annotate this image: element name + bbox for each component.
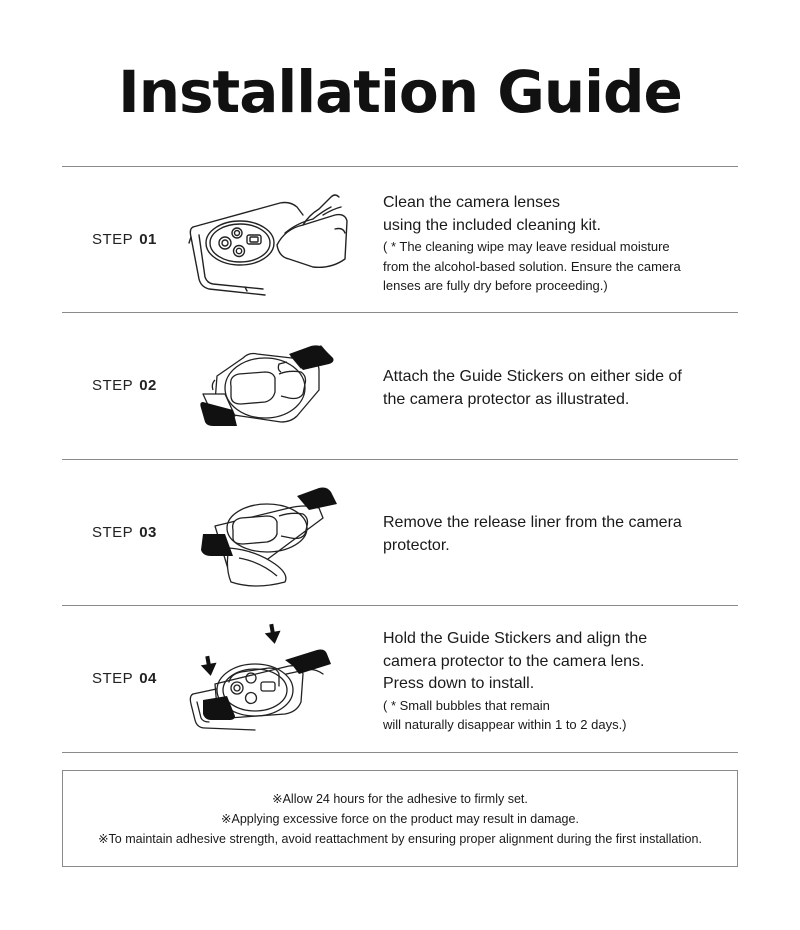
step-number: 04 (139, 670, 157, 687)
divider (62, 605, 738, 606)
step-description-03 (383, 512, 723, 557)
divider (62, 166, 738, 167)
note-line: ※Allow 24 hours for the adhesive to firmly set. (272, 792, 528, 806)
step-main-text (383, 628, 723, 696)
text-line: using the included cleaning kit. (383, 216, 601, 234)
divider (62, 459, 738, 460)
step-main-text (383, 192, 723, 237)
note-line: from the alcohol-based solution. Ensure the camera (383, 258, 681, 274)
release-liner-illustration (185, 478, 355, 598)
text-line: Press down to install. (383, 675, 535, 692)
step-label-01 (92, 231, 157, 248)
step-description-02 (383, 366, 723, 411)
note-line: will naturally disappear within 1 to 2 days.) (383, 717, 627, 732)
note-line: ( * Small bubbles that remain (383, 697, 550, 713)
step-label-04 (92, 670, 157, 687)
step-main-text (383, 512, 723, 557)
text-line: the camera protector as illustrated. (383, 390, 630, 408)
step-word: STEP (92, 231, 134, 248)
step-description-01 (383, 192, 723, 296)
phone-cleaning-illustration (185, 185, 355, 305)
text-line: camera protector to the camera lens. (383, 652, 645, 670)
step-word: STEP (92, 377, 134, 394)
text-line: Clean the camera lenses (383, 194, 560, 211)
note-line: ※To maintain adhesive strength, avoid reattachment by ensuring proper alignment during the first installation. (98, 832, 702, 846)
guide-sticker-illustration (185, 330, 355, 450)
text-line: protector. (383, 536, 450, 554)
divider (62, 752, 738, 753)
note-line: lenses are fully dry before proceeding.) (383, 278, 608, 293)
press-down-illustration (185, 622, 355, 742)
text-line: Attach the Guide Stickers on either side of (383, 368, 682, 385)
step-number: 02 (139, 377, 157, 394)
step-main-text (383, 366, 723, 411)
step-number: 03 (139, 524, 157, 541)
step-word: STEP (92, 524, 134, 541)
note-line: ※Applying excessive force on the product may result in damage. (221, 812, 579, 826)
page-title: Installation Guide (118, 58, 682, 126)
text-line: Hold the Guide Stickers and align the (383, 630, 648, 647)
step-label-02 (92, 377, 157, 394)
step-word: STEP (92, 670, 134, 687)
notes-box (62, 770, 738, 867)
note-line: ( * The cleaning wipe may leave residual moisture (383, 239, 670, 254)
step-note (383, 696, 723, 735)
text-line: Remove the release liner from the camera (383, 514, 682, 531)
step-description-04 (383, 628, 723, 735)
step-label-03 (92, 524, 157, 541)
step-number: 01 (139, 231, 157, 248)
divider (62, 312, 738, 313)
step-note (383, 237, 723, 296)
